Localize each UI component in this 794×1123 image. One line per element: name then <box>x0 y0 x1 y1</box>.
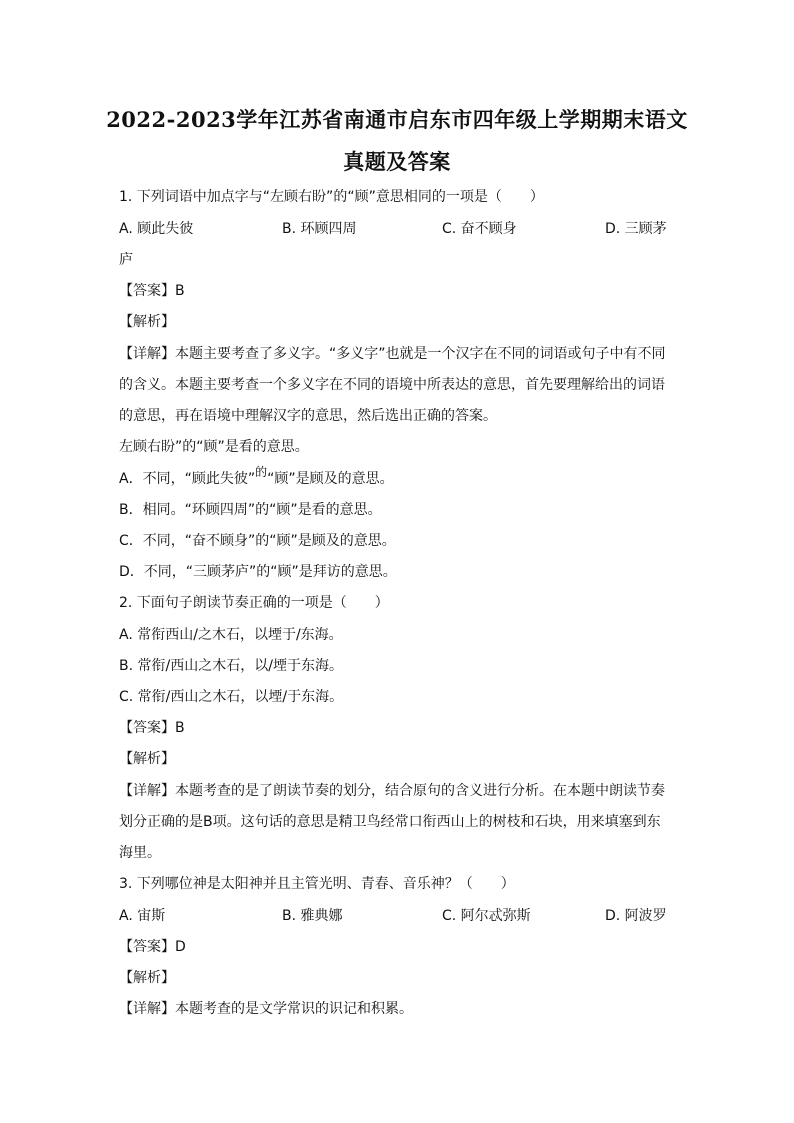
question-2-option-b: B. 常衔/西山之木石，以/堙于东海。 <box>119 658 343 674</box>
question-3-option-c: C. 阿尔忒弥斯 <box>442 908 531 924</box>
question-2-option-a: A. 常衔西山/之木石，以堙于/东海。 <box>119 627 343 643</box>
question-3-option-d: D. 阿波罗 <box>605 908 667 924</box>
question-2-detail-line-2: 划分正确的是B项。这句话的意思是精卫鸟经常口衔西山上的树枝和石块，用来填塞到东 <box>119 814 661 830</box>
question-1-explain-d: D．不同，“三顾茅庐”的“顾”是拜访的意思。 <box>119 564 397 580</box>
document-title-line-1: 2022-2023学年江苏省南通市启东市四年级上学期期末语文 <box>106 107 688 132</box>
question-3-options <box>119 905 675 925</box>
question-2-option-c: C. 常衔/西山之木石，以堙/于东海。 <box>119 689 344 705</box>
question-1-option-d: D. 三顾茅 <box>605 221 667 237</box>
question-3-analysis-heading: 【解析】 <box>119 970 175 986</box>
question-1-options <box>119 218 675 238</box>
question-1-explain-a-pre: A．不同，“顾此失彼” <box>119 471 256 487</box>
question-1-detail-line-1: 【详解】本题主要考查了多义字。“多义字”也就是一个汉字在不同的词语或句子中有不同 <box>119 346 666 362</box>
question-3-stem: 3. 下列哪位神是太阳神并且主管光明、青春、音乐神？（ ） <box>119 876 515 892</box>
question-3-option-b: B. 雅典娜 <box>282 908 343 924</box>
question-1-explain-a-post: “顾”是顾及的意思。 <box>267 471 394 487</box>
question-1-answer: 【答案】B <box>119 283 185 299</box>
question-1-option-c: C. 奋不顾身 <box>442 221 517 237</box>
question-1-explain-c: C．不同，“奋不顾身”的“顾”是顾及的意思。 <box>119 533 396 549</box>
question-2-analysis-heading: 【解析】 <box>119 751 175 767</box>
question-2-stem: 2. 下面句子朗读节奏正确的一项是（ ） <box>119 595 389 611</box>
question-3-answer: 【答案】D <box>119 939 186 955</box>
question-1-explain-a-sup: 的 <box>255 465 268 479</box>
question-2-answer: 【答案】B <box>119 720 185 736</box>
question-1-detail-line-2: 的含义。本题主要考查一个多义字在不同的语境中所表达的意思，首先要理解给出的词语 <box>119 377 665 393</box>
question-1-option-a: A. 顾此失彼 <box>119 221 194 237</box>
question-1-explain-a <box>119 465 394 488</box>
question-1-explain-b: B．相同。“环顾四周”的“顾”是看的意思。 <box>119 502 382 518</box>
question-2-detail-line-3: 海里。 <box>119 845 161 861</box>
question-3-detail-line-1: 【详解】本题考查的是文学常识的识记和积累。 <box>119 1001 413 1017</box>
question-1-analysis-heading: 【解析】 <box>119 314 175 330</box>
document-title-line-2: 真题及答案 <box>343 149 451 174</box>
question-3-option-a: A. 宙斯 <box>119 908 166 924</box>
question-1-stem: 1. 下列词语中加点字与“左顾右盼”的“顾”意思相同的一项是（ ） <box>119 189 544 205</box>
question-1-note: 左顾右盼”的“顾”是看的意思。 <box>119 439 309 455</box>
question-1-option-b: B. 环顾四周 <box>282 221 357 237</box>
question-1-detail-line-3: 的意思，再在语境中理解汉字的意思，然后选出正确的答案。 <box>119 408 497 424</box>
question-2-detail-line-1: 【详解】本题考查的是了朗读节奏的划分，结合原句的含义进行分析。在本题中朗读节奏 <box>119 783 665 799</box>
question-1-option-d-wrap: 庐 <box>119 252 133 268</box>
